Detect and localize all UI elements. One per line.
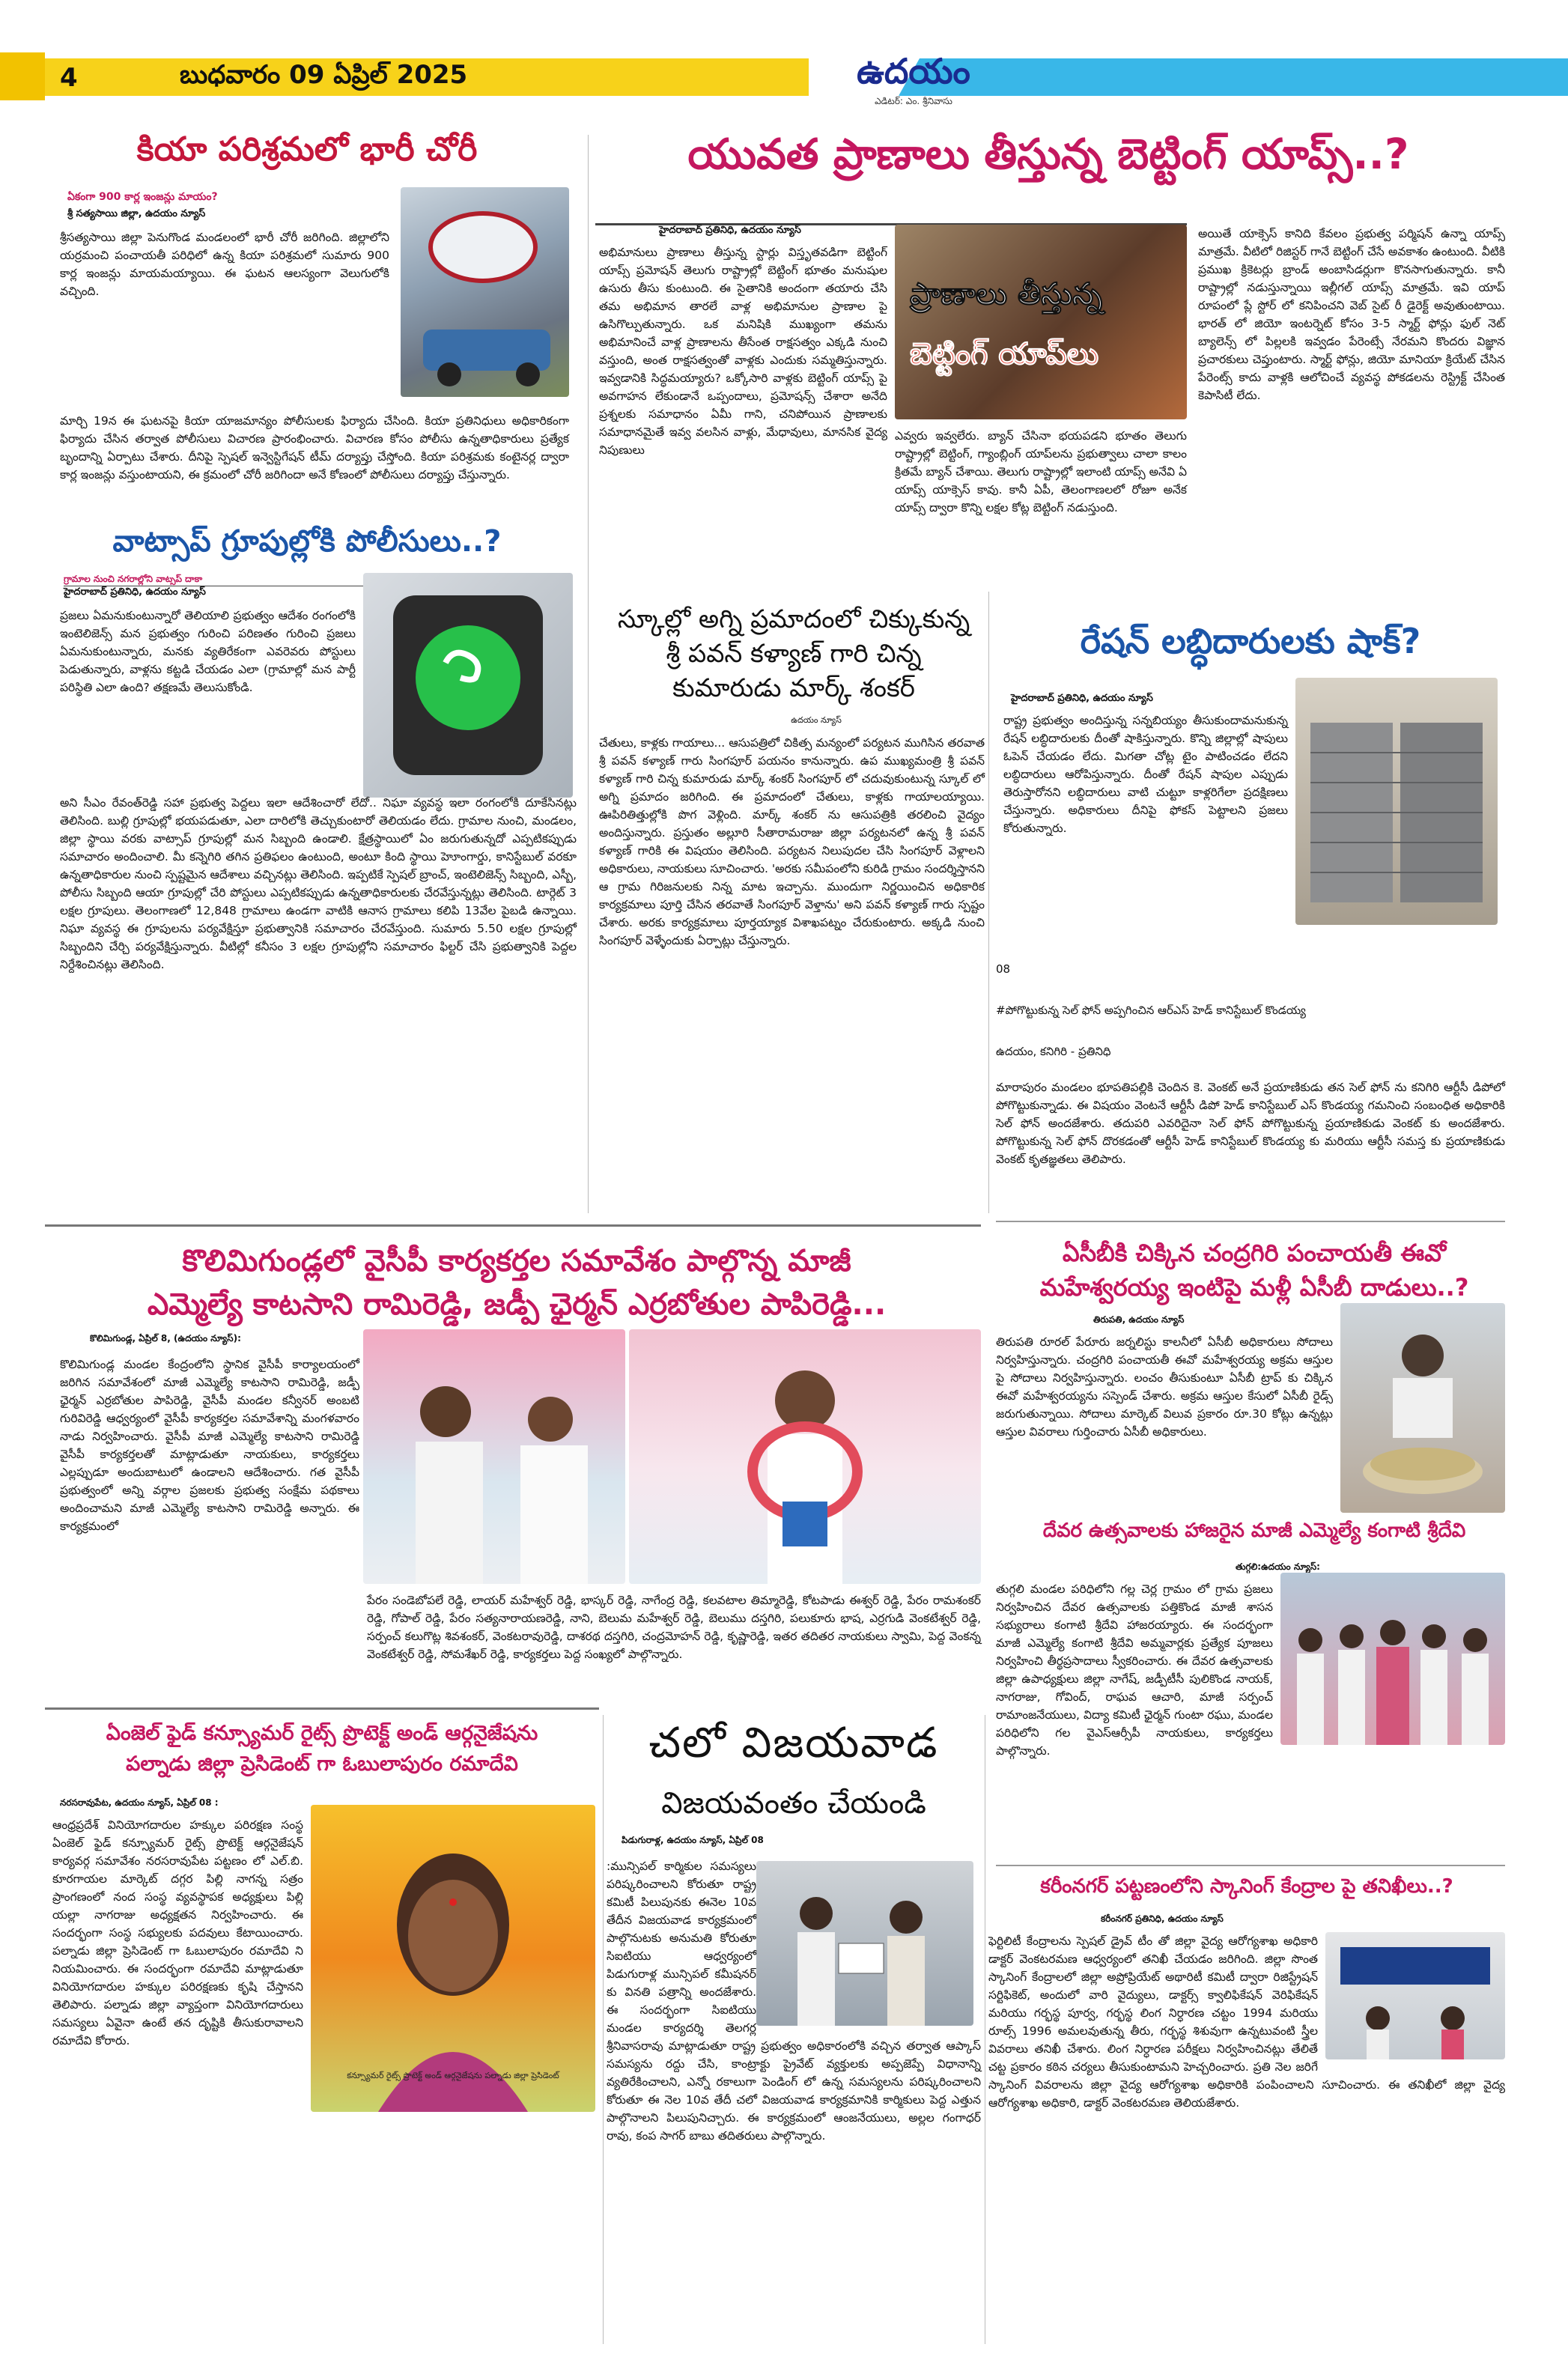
scanning-byline: కరీంనగర్ ప్రతినిధి, ఉదయం న్యూస్ [1101, 1913, 1224, 1924]
consumer-portrait-photo [311, 1805, 595, 2112]
kia-body-intro: శ్రీసత్యసాయి జిల్లా పెనుగొండ మండలంలో భారీ చోరీ జరిగింది. జిల్లాలోని యర్రమంచి పంచాయతీ పరిధిలో ఉన్న కియా పరిశ్రమలో సుమారు 900 కార్ల ఇంజన్లు మాయమయ్యాయి. ఈ ఘటన ఆలస్యంగా వెలుగులోకి వచ్చింది. [60, 231, 389, 299]
consumer-headline [45, 1719, 599, 1779]
devara-byline: తుగ్గలి:ఉదయం న్యూస్: [1236, 1561, 1320, 1572]
whatsapp-headline: వాట్సాప్ గ్రూపుల్లోకి పోలీసులు..? [112, 524, 502, 559]
betting-body-col1: అభిమానులు ప్రాణాలు తీస్తున్న స్టార్లు విస్తృతవడిగా బెట్టింగ్ యాప్స్ ప్రమోషన్ తెలుగు రాష్ట్రాల్లో బెట్టింగ్ భూతం మనుషుల ఉసురు తీసు కుంటుంది. ఈ సైతానికి అందంగా తయారు చేసి తమ అభిమాన తారలే వాళ్ల అభిమానుల ప్రాణాల పై ఉసిగొల్పుతున్నారు. ఒక మనిషికి ముఖ్యంగా తమను అభిమానించే వాళ్ల ప్రాణాలను తీసేంత రాక్షసత్వం ఎక్కడి నుంచి వస్తుంది, అంత రాక్షసత్వంతో వాళ్లకు ఎందుకు సమ్మతిస్తున్నారు. ఇవ్వడానికి సిద్ధమయ్యారు? ఒక్కోసారి వాళ్లకు బెట్టింగ్ యాప్స్ పై అవగాహన లేకుండానే ఒప్పందాలు, ప్రమోషన్స్ చేశారా అనేది ప్రశ్నలకు సమాధానం ఏమీ గాని, చనిపోయిన ప్రాణాలకు సమాధానమైతే ఇవ్వ వలసిన వాళ్లు, మేధావులు, మానసిక వైద్య నిపుణులు [599, 246, 887, 458]
consumer-photo-caption: కన్స్యూమర్ రైట్స్ ప్రొటెక్ట్ అండ్ ఆర్గనైజేషను పల్నాడు జిల్లా ప్రెసిడెంట్ [347, 2071, 559, 2080]
acb-seized-cash-photo [1340, 1303, 1505, 1513]
column-divider-2 [988, 592, 989, 1213]
devara-headline: దేవర ఉత్సవాలకు హాజరైన మాజీ ఎమ్మెల్యే కంగాటి శ్రీదేవి [1042, 1520, 1466, 1542]
section-rule-right [996, 1221, 1505, 1222]
section-rule-scanning [996, 1865, 1505, 1866]
whatsapp-body-rest: అని సీఎం రేవంత్‌రెడ్డి సహా ప్రభుత్వ పెద్దలు ఇలా ఆదేశించారో లేదో.. నిఘా వ్యవస్థ ఇలా రంగంలోకి దూకేసినట్లు తెలిసింది. బుల్లి గ్రూపుల్లో భయపడుతూ, ఎలా దారిలోకి తెచ్చుకుంటారో తెలియడం లేదు. గ్రామాల నుంచి, మండలం, జిల్లా స్థాయి వరకు వాట్సాప్ గ్రూపుల్లో మన సిబ్బంది ఉండాలి. క్షేత్రస్థాయిలో ఏం జరుగుతున్నదో ఎప్పటికప్పుడు సమాచారం అందించాలి. మీ కన్నెగిరి తగిన ప్రతిఫలం ఉంటుంది, అంటూ కింది స్థాయి హెూంగార్డు, కానిస్టేబుల్ వరకూ ఉన్నతాధికారుల నుంచి స్పష్టమైన ఆదేశాలు వచ్చినట్లు తెలిసింది. ఇప్పటికే స్పెషల్ బ్రాంచ్, ఇంటెలిజెన్స్ సిబ్బంది, ఎస్బీ, పోలీసు సిబ్బంది ఆయా గ్రూపుల్లో చేరి పోస్టులు ఎప్పటికప్పుడు ఉన్నతాధికారులకు చేరవేస్తున్నట్లు తెలిసింది. టార్గెట్ 3 లక్షల గ్రూపులు. తెలంగాణలో 12,848 గ్రామాలు ఉండగా వాటికి ఆనాస గ్రామాలు కలిపి 13వేల పైబడి ఉన్నాయి. నిఘా వ్యవస్థ ఈ గ్రూపులను పర్యవేక్షిస్తూ ప్రభుత్వానికి సమాచారం చేరవేస్తుంది. సుమారు 5.50 లక్షల గ్రూపుల్లో సిబ్బందిని చేర్చి పర్యవేక్షిస్తున్నారు. వీటిల్లో కనీసం 3 లక్షల గ్రూపుల్లోని సమాచారం ఫిల్టర్ చేసి ప్రభుత్వానికి పెద్దల నిర్దేశించినట్లు తెలిసింది. [60, 796, 577, 972]
phones-title: #పోగొట్టుకున్న సెల్ ఫోన్ అప్పగించిన ఆర్ఎస్ హెడ్ కానిస్టేబుల్ కొండయ్య [996, 1004, 1306, 1017]
kia-logo-icon [401, 187, 569, 397]
scanning-photo-spacer [1318, 1932, 1505, 2063]
vijayawada-body [607, 1857, 981, 2344]
masthead-left-block [0, 52, 45, 100]
whatsapp-kicker: గ్రామాల నుంచి నగరాల్లోని వాట్సప్ దాకా [64, 574, 203, 584]
newspaper-logo [824, 51, 1003, 106]
kia-byline: శ్రీ సత్యసాయి జిల్లా, ఉదయం న్యూస్ [67, 208, 206, 219]
ysrcp-headline [45, 1239, 988, 1326]
scanning-body-text: ఫెర్టిలిటీ కేంద్రాలను స్పెషల్ డ్రైవ్ టీం తో జిల్లా వైద్య ఆరోగ్యశాఖ అధికారి డాక్టర్ వెంకటరమణ ఆధ్వర్యంలో తనిఖీ చేయడం జరిగింది. జిల్లా సొంత స్కానింగ్ కేంద్రాలలో జిల్లా అప్రోప్రియేట్ అథారిటీ కమిటీ ద్వారా రిజిస్ట్రేషన్ సర్టిఫికెట్, అందులో వారి వైద్యులు, డాక్టర్స్ క్వాలిఫికేషన్ వెరిఫికేషన్ మరియు గర్భస్థ పూర్వ, గర్భస్థ లింగ నిర్ధారణ చట్టం 1994 మరియు రూల్స్ 1996 అమలవుతున్న తీరు, గర్భస్థ శిశువుగా ఉన్నటువంటి స్త్రీల వివరాలు తనిఖీ చేశారు. లింగ నిర్ధారణ పరీక్షలు నిర్వహించినట్లు తేలితే చట్ట ప్రకారం కఠిన చర్యలు తీసుకుంటామని హెచ్చరించారు. ప్రతి నెల జరిగే స్కానింగ్ వివరాలను జిల్లా వైద్య ఆరోగ్యశాఖ అధికారికి పంపించాలని సూచించారు. ఈ తనిఖీలో జిల్లా వైద్య ఆరోగ్యశాఖ అధికారి, డాక్టర్ వెంకటరమణ తెలియజేశారు. [988, 1934, 1505, 2110]
devara-body-continued [996, 1749, 1505, 1854]
ysrcp-top-rule [45, 1224, 981, 1227]
column-divider-3 [603, 1715, 604, 2344]
kia-showroom-photo [401, 187, 569, 397]
betting-body-col2: ఎవ్వరు ఇవ్వలేరు. బ్యాన్ చేసినా భయపడని భూతం తెలుగు రాష్ట్రాల్లో బెట్టింగ్, గ్యాంబ్లింగ్ యాప్‌లను ప్రభుత్వాలు చాలా కాలం క్రితమే బ్యాన్ చేశాయి. తెలుగు రాష్ట్రాల్లో ఇలాంటి యాప్స్ అనేవి ఏ యాప్స్ యాక్సెస్ కావు. కానీ ఏపీ, తెలంగాణలలో రోజూ అనేక యాప్స్ ద్వారా కొన్ని లక్షల కోట్ల బెట్టింగ్ నడుస్తుంది. [895, 429, 1187, 515]
phones-body: మారాపురం మండలం భూపతిపల్లికి చెందిన కె. వెంకట్ అనే ప్రయాణికుడు తన సెల్ ఫోన్ ను కనిగిరి ఆర్టీసీ డిపోలో పోగొట్టుకున్నాడు. ఈ విషయం వెంటనే ఆర్టీసీ డిపో హెడ్ కానిస్టేబుల్ ఎస్ కొండయ్య గమనించి సంబంధిత అధికారికి సెల్ ఫోన్ అందజేశారు. తదుపరి ఎవరిదైనా సెల్ ఫోన్ పోగొట్టుకున్న ప్రయాణికుడు వెంకట్ కు అందజేశారు. పోగొట్టుకున్న సెల్ ఫోన్ దొరకడంతో ఆర్టీసీ హెడ్ కానిస్టేబుల్ కొండయ్య కు మరియు ఆర్టీసీ సమస్త కు ప్రయాణికుడు వెంకట్ కృతజ్ఞతలు తెలిపారు. [996, 1081, 1505, 1167]
ysrcp-headline-line2: ఎమ్మెల్యే కాటసాని రామిరెడ్డి, జడ్పీ ఛైర్మన్ ఎర్రబోతుల పాపిరెడ్డి... [147, 1287, 887, 1322]
whatsapp-phone-photo [363, 573, 573, 798]
ration-shop-photo [1295, 678, 1498, 925]
acb-headline-line1: ఏసీబీకి చిక్కిన చంద్రగిరి పంచాయతీ ఈవో [1062, 1239, 1447, 1267]
ysrcp-headline-line1: కొలిమిగుండ్లలో వైసీపీ కార్యకర్తల సమావేశం పాల్గొన్న మాజీ [182, 1244, 851, 1278]
vijayawada-byline: పిడుగురాళ్ల, ఉదయం న్యూస్, ఏప్రిల్ 08 [622, 1835, 764, 1845]
acb-byline: తిరుపతి, ఉదయం న్యూస్ [1093, 1314, 1185, 1325]
shutter-icon [1295, 678, 1498, 925]
portrait-woman-icon [311, 1805, 595, 2112]
betting-body-col3: అయితే యాక్సెస్ కానిది కేవలం ప్రభుత్వ పర్మిషన్ ఉన్నా యాప్స్ మాత్రమే. వీటిలో రిజిస్టర్ గానే బెట్టింగ్ చేసే అవకాశం ఉంటుంది. వీటికి ప్రముఖ క్రికెటర్లు బ్రాండ్ అంబాసిడర్లుగా కొనసాగుతున్నారు. కానీ రాష్ట్రాల్లో నడుస్తున్నాయి ఇల్లీగల్ యాప్స్ మాత్రమే. ఇవి యాప్ రూపంలో ప్లే స్టోర్ లో కనిపించని వెబ్ సైట్ రీ డైరెక్ట్ అవుతుంటాయి. భారత్ లో జియో ఇంటర్నెట్ కోసం 3-5 స్మార్ట్ ఫోన్లు ఫుల్ నెట్ బ్యాలెన్స్ లో పిల్లలకి ఇవ్వడం పేరెంట్సే నేరమని కొందరు విజ్ఞాన ప్రచారకులు చెప్తుంటారు. స్మార్ట్ ఫోన్లు, జియో మానియా క్రియేట్ చేసిన పేరెంట్స్ కాదు వాళ్లకి ఆలోచించే వ్యవస్థ పోకడలను రెస్ట్రిక్ట్ చేసింత కెపాసిటీ లేదు. [1198, 227, 1505, 403]
scanning-body [988, 1932, 1505, 2344]
ration-headline: రేషన్ లబ్ధిదారులకు షాక్? [1080, 621, 1421, 661]
acb-headline-line2: మహేశ్వరయ్య ఇంటిపై మళ్లీ ఏసీబీ దాడులు..? [1039, 1273, 1469, 1302]
whatsapp-byline: హైదరాబాద్ ప్రతినిధి, ఉదయం న్యూస్ [64, 586, 363, 600]
fire-byline: ఉదయం న్యూస్ [791, 715, 842, 725]
betting-image-caption-2: బెట్టింగ్ యాప్‌లు [910, 337, 1099, 371]
acb-body: తిరుపతి రూరల్ పేరూరు జర్నలిస్టు కాలనీలో ఏసీబీ అధికారులు సోదాలు నిర్వహిస్తున్నారు. చంద్రగిరి పంచాయతీ ఈవో మహేశ్వరయ్య అక్రమ ఆస్తుల పై సోదాలు నిర్వహిస్తున్నారు. లంచం తీసుకుంటూ ఏసీబీ ట్రాప్ కు చిక్కిన ఈవో మహేశ్వరయ్యను సస్పెండ్ చేశారు. అక్రమ ఆస్తుల కేసులో ఏసీబీ రైడ్స్ జరుగుతున్నాయి. సోదాలు మార్కెట్ విలువ ప్రకారం రూ.30 కోట్లు ఉన్నట్లు ఆస్తుల వివరాలు గుర్తించారు ఏసీబీ అధికారులు. [996, 1335, 1333, 1439]
page-number: 4 [60, 63, 78, 93]
ysrcp-photo-left [363, 1329, 625, 1584]
fire-headline [599, 603, 988, 706]
phones-place: ఉదయం, కనిగిరి - ప్రతినిధి [996, 1045, 1111, 1058]
ysrcp-photo-right [629, 1329, 981, 1584]
devara-body: తుగ్గలి మండల పరిధిలోని గల్ల చెర్ల గ్రామం లో గ్రామ ప్రజలు నిర్వహించిన దేవర ఉత్సవాలకు పత్తికొండ మాజీ శాసన సభ్యురాలు కంగాటి శ్రీదేవి హాజరయ్యారు. ఈ సందర్భంగా మాజీ ఎమ్మెల్యే కంగాటి శ్రీదేవి అమ్మవార్లకు ప్రత్యేక పూజలు నిర్వహించి తీర్థప్రసాదాలు స్వీకరించారు. ఈ దేవర ఉత్సవాలకు జిల్లా ఉపాధ్యక్షులు జిల్లా నాగేష్, జడ్పీటీసీ పులికొండ నాయక్, నాగరాజు, గోవింద్, రాఘవ ఆచారి, మాజీ సర్పంచ్ రామాంజనేయులు, విద్యా కమిటీ ఛైర్మన్ గుంటా రఘు, మండల పరిధిలోని గల వైఎస్ఆర్సీపీ నాయకులు, కార్యకర్తలు పాల్గొన్నారు. [996, 1582, 1273, 1758]
column-divider-1 [588, 135, 589, 1213]
whatsapp-icon [363, 573, 573, 798]
betting-byline: హైదరాబాద్ ప్రతినిధి, ఉదయం న్యూస్ [659, 225, 801, 236]
group-people-icon [1280, 1573, 1505, 1745]
betting-image-caption-1: ప్రాణాలు తీస్తున్న [910, 277, 1103, 312]
consumer-body: ఆంధ్రప్రదేశ్ వినియోగదారుల హక్కుల పరిరక్షణ సంస్థ ఏంజెల్ ఫైడ్ కన్స్యూమర్ రైట్స్ ప్రొటెక్ట్ ఆర్గనైజేషన్ కార్యవర్గ సమావేశం నరసరావుపేట పట్టణం లో ఎల్.బి. కూరగాయల మార్కెట్ దగ్గర పిల్లి నాగన్న సత్రం ప్రాంగణంలో నంద సంస్థ వ్యవస్థాపక అధ్యక్షులు పిల్లి యల్లా నాగరాజు అధ్యక్షతన నిర్వహించారు. ఈ సందర్భంగా సంస్థ సభ్యులకు పదవులు కేటాయించారు. పల్నాడు జిల్లా ప్రెసిడెంట్ గా ఓబులాపురం రమాదేవి ని నియమించారు. ఈ సందర్భంగా రమాదేవి మాట్లాడుతూ వినియోగదారుల హక్కుల పరిరక్షణకు కృషి చేస్తానని తెలిపారు. పల్నాడు జిల్లా వ్యాప్తంగా వినియోగదారులు సమస్యలు ఏవైనా ఉంటే తన దృష్టికి తీసుకురావాలని రమాదేవి కోరారు. [52, 1818, 303, 2048]
whatsapp-body-intro: ప్రజలు ఏమనుకుంటున్నారో తెలియాలి ప్రభుత్వం ఆదేశం రంగంలోకి ఇంటెలిజెన్స్ మన ప్రభుత్వం గురించి పరిణతం గురించి ప్రజలు ఏమనుకుంటున్నారు, మనకు వ్యతిరేకంగా ఎవరెవరు పోస్టులు పెడుతున్నారు, వాళ్లను కట్టడి చేయడం ఎలా (గ్రామాల్లో మన పార్టీ పరిస్థితి ఎలా ఉంది? తక్షణమే తెలుసుకోండి. [60, 609, 356, 695]
kia-kicker: ఏకంగా 900 కార్ల ఇంజన్లు మాయం? [67, 191, 218, 203]
betting-feature-image [895, 225, 1187, 419]
ration-byline: హైదరాబాద్ ప్రతినిధి, ఉదయం న్యూస్ [1011, 693, 1153, 704]
consumer-byline: నరసరావుపేట, ఉదయం న్యూస్, ఏప్రిల్ 08 : [60, 1797, 219, 1808]
consumer-headline-line2: పల్నాడు జిల్లా ప్రెసిడెంట్ గా ఓబులాపురం రమాదేవి [126, 1752, 518, 1776]
ration-body: రాష్ట్ర ప్రభుత్వం అందిస్తున్న సన్నబియ్యం తీసుకుందామనుకున్న రేషన్ లబ్ధిదారులకు దీంతో షాకిస్తున్నారు. కొన్ని జిల్లాల్లో షాపులు ఓపెన్ చేయడం లేదు. మిగతా చోట్ల టైం పాటించడం లేదని లబ్ధిదారులు ఆరోపిస్తున్నారు. దీంతో రేషన్ షాపుల ఎప్పుడు తెరుస్తారోనని లబ్ధిదారులు వాటి చుట్టూ కాళ్లరిగేలా ప్రదక్షిణలు చేస్తున్నారు. అధికారులు దీనిపై ఫోకస్ పెట్టాలని ప్రజలు కోరుతున్నారు. [1003, 714, 1288, 836]
kia-headline: కియా పరిశ్రమలో భారీ చోరీ [136, 130, 478, 169]
betting-headline: యువత ప్రాణాలు తీస్తున్న బెట్టింగ్ యాప్స్..? [687, 130, 1409, 179]
fire-headline-line3: కుమారుడు మార్క్ శంకర్ [672, 673, 915, 703]
leaders-handshake-icon [363, 1329, 625, 1584]
phones-dateline: 08 [996, 962, 1011, 976]
ysrcp-caption-body: పేరం సండెబోపలే రెడ్డి, లాయర్ మహేశ్వర్ రెడ్డి, భాస్కర్ రెడ్డి, నాగేంద్ర రెడ్డి, కలవటాల తిమ్మారెడ్డి, కోటపాడు ఈశ్వర్ రెడ్డి, పేరం రామశంకర్ రెడ్డి, గోపాల్ రెడ్డి, పేరం సత్యనారాయణరెడ్డి, నాని, బెలుమ మహేశ్వర్ రెడ్డి, బెలుము దస్తగిరి, పలుకూరు భాష, ఎర్రగుడి వెంకటేశ్వర్ రెడ్డి, సర్పంచ్ కలుగొట్ల శివశంకర్, వెంకటరావురెడ్డి, దాశరథ దస్తగిరి, చంద్రమోహన్ రెడ్డి, కృష్ణారెడ్డి, ఇతర తదితర నాయకులు స్వామి, పెద్ద వెంకన్న వెంకటేశ్వర్ రెడ్డి, సోమశేఖర్ రెడ్డి, కార్యకర్తలు పెద్ద సంఖ్యలో పాల్గొన్నారు. [367, 1594, 981, 1662]
issue-date: బుధవారం 09 ఏప్రిల్ 2025 [180, 60, 468, 90]
fire-body: చేతులు, కాళ్లకు గాయాలు... ఆసుపత్రిలో చికిత్స మన్యంలో పర్యటన ముగిసిన తరవాత శ్రీ పవన్ కళ్యాణ్ గారు సింగపూర్ పయనం కానున్నారు. ఉప ముఖ్యమంత్రి శ్రీ పవన్ కళ్యాణ్ గారి చిన్న కుమారుడు మార్క్ శంకర్ సింగపూర్ లో చదువుకుంటున్న స్కూల్ లో అగ్ని ప్రమాదం జరిగింది. ఈ ప్రమాదంలో చేతులు, కాళ్లకు గాయాలయ్యాయి. ఊపిరితిత్తుల్లోకి పొగ వెళ్లింది. మార్క్ శంకర్ ను ఆసుపత్రికి తరలించి వైద్యం అందిస్తున్నారు. ప్రస్తుతం అల్లూరి సీతారామరాజు జిల్లా పర్యటనలో ఉన్న శ్రీ పవన్ కళ్యాణ్ గారికి ఈ విషయం తెలిసింది. పర్యటన నిలుపుదల చేసి సింగపూర్ వెళ్లాలని అధికారులు, నాయకులు సూచించారు. 'అరకు సమీపంలోని కురిడి గ్రామం సందర్శిస్తానని ఆ గ్రామ గిరిజనులకు నిన్న మాట ఇచ్చాను. ముందుగా నిర్ణయించిన అధికారిక కార్యక్రమాలు పూర్తి చేసిన తరవాతే సింగపూర్ వెళ్తాను' అని పవన్ కళ్యాణ్ గారు స్పష్టం చేశారు. అరకు కార్యక్రమాలు పూర్తయ్యాక విశాఖపట్నం చేరుకుంటారు. అక్కడి నుంచి సింగపూర్ వెళ్ళేందుకు ఏర్పాట్లు చేస్తున్నారు. [599, 736, 985, 948]
scanning-headline: కరీంనగర్ పట్టణంలోని స్కానింగ్ కేంద్రాల పై తనిఖీలు..? [1040, 1875, 1453, 1898]
cash-stack-icon [1340, 1303, 1505, 1513]
ysrcp-byline: కొలిమిగుండ్ల, ఏప్రిల్ 8, (ఉదయం న్యూస్): [90, 1333, 241, 1344]
vijayawada-photo-spacer [756, 1857, 981, 2029]
consumer-headline-line1: ఏంజెల్ ఫైడ్ కన్స్యూమర్ రైట్స్ ప్రొటెక్ట్ అండ్ ఆర్గనైజేషను [106, 1722, 538, 1745]
vijayawada-subhead: విజయవంతం చేయండి [661, 1786, 926, 1821]
kia-body-rest: మార్చి 19న ఈ ఘటనపై కియా యాజమాన్యం పోలీసులకు ఫిర్యాదు చేసింది. కియా ప్రతినిధులు అధికారికంగా ఫిర్యాదు చేసిన తర్వాత పోలీసులు విచారణ ప్రారంభించారు. విచారణ కోసం పోలీసు ఉన్నతాధికారులు ప్రత్యేక బృందాన్ని ఏర్పాటు చేశారు. దీనిపై స్పెషల్ ఇన్వెస్టిగేషన్ టీమ్ దర్యాప్తు చేస్తోంది. కియా పరిశ్రమకు కంటైనర్ల ద్వారా కార్ల ఇంజన్లు వస్తుంటాయని, ఈ క్రమంలో చోరీ జరిగిందా అనే కోణంలో పోలీసులు దర్యాప్తు చేస్తున్నారు. [60, 414, 569, 482]
consumer-top-rule [45, 1707, 599, 1710]
acb-headline [996, 1236, 1513, 1305]
fire-headline-line2: శ్రీ పవన్ కళ్యాణ్ గారి చిన్న [666, 638, 922, 669]
ysrcp-body: కొలిమిగుండ్ల మండల కేంద్రంలోని స్థానిక వైసీపీ కార్యాలయంలో జరిగిన సమావేశంలో మాజీ ఎమ్మెల్యే కాటసాని రామిరెడ్డి, జడ్పీ ఛైర్మన్ ఎర్రబోతుల పాపిరెడ్డి, వైసీపీ మండల కన్వీనర్ అంబటి గురివిరెడ్డి ఆధ్వర్యంలో వైసీపీ కార్యకర్తల సమావేశాన్ని మంగళవారం నాడు నిర్వహించారు. వైసీపీ మాజీ ఎమ్మెల్యే కాటసాని రామిరెడ్డి వైసీపీ కార్యకర్తలతో మాట్లాడుతూ నాయకులు, కార్యకర్తలు ఎల్లప్పుడూ అందుబాటులో ఉండాలని ఆదేశించారు. గత వైసీపీ ప్రభుత్వంలో అన్ని వర్గాల ప్రజలకు ప్రభుత్వ సంక్షేమ పథకాలు అందించామని మాజీ ఎమ్మెల్యే కాటసాని రామిరెడ్డి అన్నారు. ఈ కార్యక్రమంలో [60, 1358, 359, 1534]
logo-tagline: ఎడిటర్: ఎం. శ్రీనివాసు [875, 96, 952, 106]
logo-text: ఉదయం [857, 51, 970, 91]
leader-garland-icon [629, 1329, 981, 1584]
vijayawada-headline: చలో విజయవాడ [648, 1719, 939, 1767]
masthead-cyan-band [1003, 58, 1568, 96]
vijayawada-body-text: :మున్సిపల్ కార్మికుల సమస్యలు పరిష్కరించాలని కోరుతూ రాష్ట్ర కమిటీ పిలుపునకు ఈనెల 10వ తేదీన విజయవాడ కార్యక్రమంలో పాల్గొనుటకు అనుమతి కోరుతూ సిఐటియు ఆధ్వర్యంలో పిడుగురాళ్ల మున్సిపల్ కమీషనర్ కు వినతి పత్రాన్ని అందజేశారు. ఈ సందర్భంగా సిఐటియు మండల కార్యదర్శి తెలగర్ల శ్రీనివాసరావు మాట్లాడుతూ రాష్ట్ర ప్రభుత్వం అధికారంలోకి వచ్చిన తర్వాత ఆప్కాస్ సమస్యను రద్దు చేసి, కాంట్రాక్టు ప్రైవేట్ వ్యక్తులకు అప్పజెప్పే విధానాన్ని వ్యతిరేకించాలని, ఎన్నో రకాలుగా పెండింగ్ లో ఉన్న సమస్యలను పరిష్కరించాలని కోరుతూ ఈ నెల 10వ తేదీ చలో విజయవాడ కార్యక్రమానికి కార్మికులు పెద్ద ఎత్తున పాల్గొనాలని పిలుపునిచ్చారు. ఈ కార్యక్రమంలో ఆంజనేయులు, అల్లల గంగాధర్ రావు, కంప సాగర్ బాబు తదితరులు పాల్గొన్నారు. [607, 1859, 981, 2143]
fire-headline-line1: స్కూల్లో అగ్ని ప్రమాదంలో చిక్కుకున్న [617, 604, 970, 634]
devara-group-photo [1280, 1573, 1505, 1745]
